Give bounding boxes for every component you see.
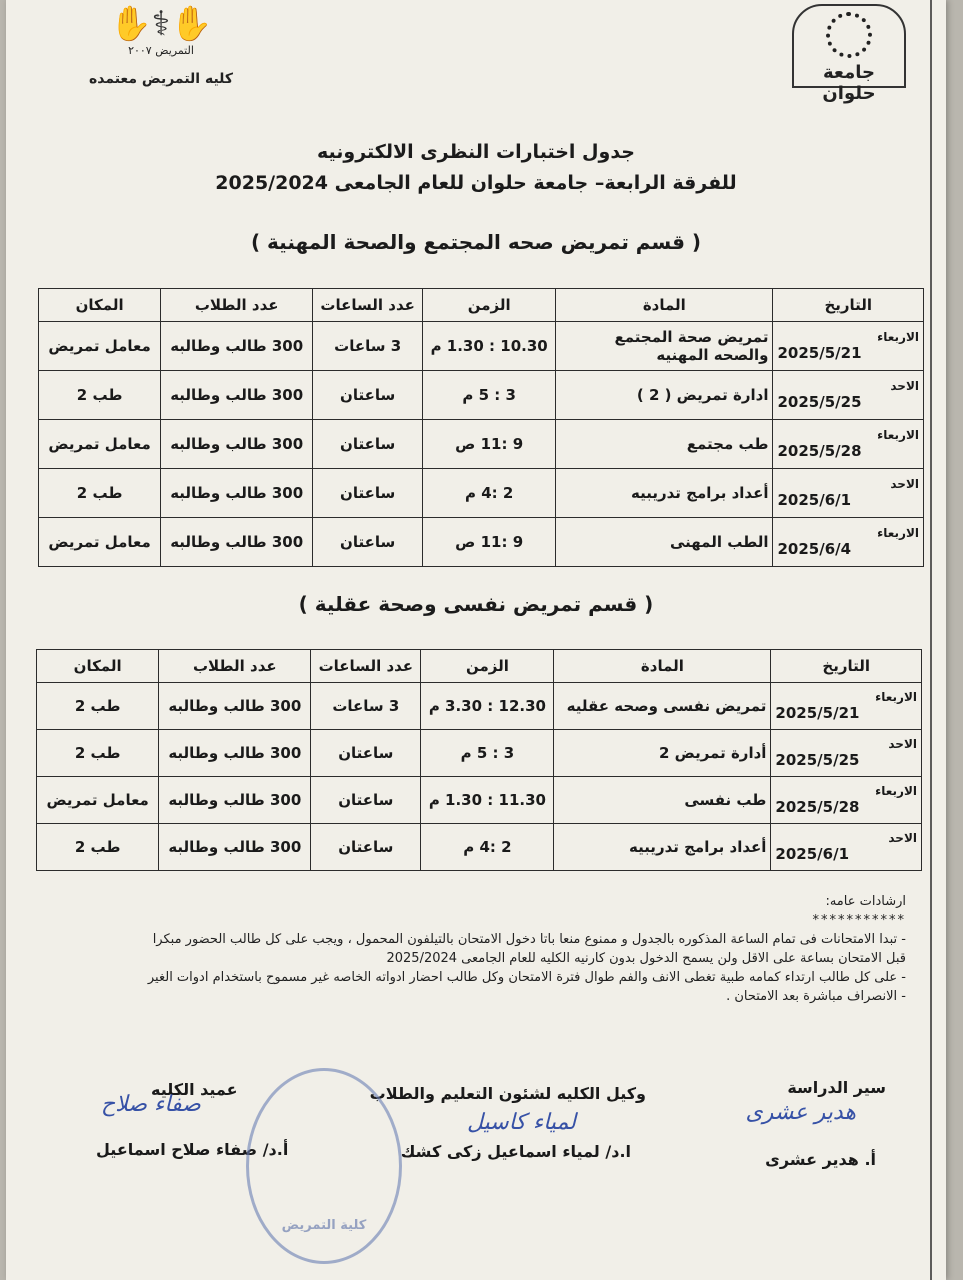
date-cell — [773, 371, 924, 420]
table-row — [37, 730, 922, 777]
day-label: الاحد — [888, 831, 917, 845]
time-cell: 12.30 : 3.30 م — [421, 683, 554, 730]
students-cell: 300 طالب وطالبه — [161, 371, 313, 420]
date-value: 2025/5/21 — [777, 344, 862, 362]
document-subtitle: للفرقة الرابعة– جامعة حلوان للعام الجامعى 2025/2024 — [215, 172, 737, 194]
date-cell — [773, 469, 924, 518]
students-cell: 300 طالب وطالبه — [159, 777, 311, 824]
hours-cell: ساعتان — [311, 824, 421, 871]
table-row — [37, 824, 922, 871]
subject-cell: طب مجتمع — [556, 420, 773, 469]
students-cell: 300 طالب وطالبه — [161, 420, 313, 469]
subject-cell: أدارة تمريض 2 — [554, 730, 771, 777]
schedule-table-psychiatric — [36, 649, 922, 871]
study-affairs-name: أ. هدير عشرى — [765, 1150, 876, 1169]
nursing-faculty-logo — [66, 4, 256, 87]
note-line: قبل الامتحان بساعة على الاقل ولن يسمح الدخول بدون كارنيه الكليه للعام الجامعى 2025/2024 — [386, 951, 906, 966]
place-cell: معامل تمريض — [39, 518, 161, 567]
time-cell: 11.30 : 1.30 م — [421, 777, 554, 824]
caring-hands-icon: ✋⚕✋ — [109, 4, 213, 44]
stamp-text: كلية التمريض — [281, 1218, 367, 1233]
table-row — [37, 683, 922, 730]
date-value: 2025/5/25 — [775, 751, 860, 769]
document-page — [6, 0, 946, 1280]
day-label: الاحد — [888, 737, 917, 751]
vice-dean-signature: لمياء كاسيل — [466, 1110, 576, 1135]
note-line: - على كل طالب ارتداء كمامه طبية تغطى الانف والفم طوال فترة الامتحان وكل طالب احضار ادواته الخاصه غير مسموح باستخدام ادوات الغير — [147, 970, 906, 985]
time-cell: 9 :11 ص — [423, 518, 556, 567]
header-time: الزمن — [421, 650, 554, 683]
subject-cell: تمريض نفسى وصحه عقليه — [554, 683, 771, 730]
date-cell — [773, 322, 924, 371]
logo-caption: التمريض ٢٠٠٧ — [128, 44, 194, 57]
vice-dean-title: وكيل الكليه لشئون التعليم والطلاب — [369, 1084, 646, 1103]
place-cell: معامل تمريض — [39, 420, 161, 469]
place-cell: طب 2 — [39, 371, 161, 420]
date-cell — [771, 683, 922, 730]
date-value: 2025/5/28 — [775, 798, 860, 816]
subject-cell: ادارة تمريض ( 2 ) — [556, 371, 773, 420]
date-value: 2025/6/1 — [777, 491, 852, 509]
vice-dean-name: ا.د/ لمياء اسماعيل زكى كشك — [400, 1142, 631, 1161]
table-row — [39, 420, 924, 469]
time-cell: 2 :4 م — [423, 469, 556, 518]
dean-title: عميد الكليه — [151, 1080, 238, 1099]
flower-emblem-icon — [826, 12, 872, 58]
place-cell: طب 2 — [37, 730, 159, 777]
date-value: 2025/5/28 — [777, 442, 862, 460]
subject-cell: الطب المهنى — [556, 518, 773, 567]
students-cell: 300 طالب وطالبه — [159, 683, 311, 730]
time-cell: 9 :11 ص — [423, 420, 556, 469]
place-cell: معامل تمريض — [37, 777, 159, 824]
header-place: المكان — [39, 289, 161, 322]
department-2-heading: ( قسم تمريض نفسى وصحة عقلية ) — [298, 592, 654, 616]
hours-cell: ساعتان — [311, 777, 421, 824]
table-row — [39, 371, 924, 420]
header-hours: عدد الساعات — [313, 289, 423, 322]
subject-cell: أعداد برامج تدريبيه — [556, 469, 773, 518]
day-label: الاربعاء — [877, 526, 919, 540]
day-label: الاربعاء — [875, 690, 917, 704]
header-place: المكان — [37, 650, 159, 683]
students-cell: 300 طالب وطالبه — [161, 518, 313, 567]
table-header-row — [37, 650, 922, 683]
students-cell: 300 طالب وطالبه — [159, 730, 311, 777]
day-label: الاحد — [890, 379, 919, 393]
students-cell: 300 طالب وطالبه — [159, 824, 311, 871]
table-row — [37, 777, 922, 824]
table-header-row — [39, 289, 924, 322]
table-row — [39, 322, 924, 371]
place-cell: معامل تمريض — [39, 322, 161, 371]
date-cell — [773, 420, 924, 469]
document-title: جدول اختبارات النظرى الالكترونيه — [317, 141, 635, 163]
date-cell — [773, 518, 924, 567]
header-hours: عدد الساعات — [311, 650, 421, 683]
hours-cell: 3 ساعات — [311, 683, 421, 730]
date-cell — [771, 824, 922, 871]
accreditation-text: كليه التمريض معتمده — [88, 71, 234, 87]
header-date: التاريخ — [773, 289, 924, 322]
time-cell: 3 : 5 م — [421, 730, 554, 777]
table-row — [39, 518, 924, 567]
students-cell: 300 طالب وطالبه — [161, 322, 313, 371]
faculty-stamp — [246, 1068, 402, 1264]
place-cell: طب 2 — [37, 683, 159, 730]
header-students: عدد الطلاب — [159, 650, 311, 683]
subject-cell: أعداد برامج تدريبيه — [554, 824, 771, 871]
subject-cell: طب نفسى — [554, 777, 771, 824]
header-time: الزمن — [423, 289, 556, 322]
time-cell: 3 : 5 م — [423, 371, 556, 420]
hours-cell: ساعتان — [313, 518, 423, 567]
place-cell: طب 2 — [37, 824, 159, 871]
note-line: - تبدا الامتحانات فى تمام الساعة المذكوره بالجدول و ممنوع منعا باتا دخول الامتحان بالتيلفون المحمول ، ويجب على كل طالب الحضور مبكرا — [152, 932, 906, 947]
university-logo-text: جامعة حلوان — [822, 62, 876, 104]
notes-heading: ارشادات عامه: — [825, 894, 906, 909]
study-affairs-signature: هدير عشرى — [745, 1100, 856, 1125]
table-row — [39, 469, 924, 518]
study-affairs-title: سير الدراسة — [787, 1078, 886, 1097]
hours-cell: ساعتان — [313, 371, 423, 420]
place-cell: طب 2 — [39, 469, 161, 518]
students-cell: 300 طالب وطالبه — [161, 469, 313, 518]
subject-cell: تمريض صحة المجتمع والصحه المهنيه — [556, 322, 773, 371]
hours-cell: ساعتان — [311, 730, 421, 777]
day-label: الاحد — [890, 477, 919, 491]
helwan-university-logo — [792, 4, 906, 104]
hours-cell: 3 ساعات — [313, 322, 423, 371]
header-students: عدد الطلاب — [161, 289, 313, 322]
notes-stars: *********** — [812, 913, 906, 928]
general-instructions — [36, 892, 906, 1006]
hours-cell: ساعتان — [313, 469, 423, 518]
time-cell: 10.30 : 1.30 م — [423, 322, 556, 371]
date-cell — [771, 777, 922, 824]
department-1-heading: ( قسم تمريض صحه المجتمع والصحة المهنية ) — [250, 230, 702, 254]
date-cell — [771, 730, 922, 777]
hours-cell: ساعتان — [313, 420, 423, 469]
date-value: 2025/6/1 — [775, 845, 850, 863]
date-value: 2025/6/4 — [777, 540, 852, 558]
dean-name: أ.د/ صفاء صلاح اسماعيل — [96, 1140, 289, 1159]
header-subject: المادة — [556, 289, 773, 322]
day-label: الاربعاء — [877, 428, 919, 442]
schedule-table-community — [38, 288, 924, 567]
time-cell: 2 :4 م — [421, 824, 554, 871]
header-subject: المادة — [554, 650, 771, 683]
dean-signature: صفاء صلاح — [101, 1092, 201, 1117]
day-label: الاربعاء — [877, 330, 919, 344]
day-label: الاربعاء — [875, 784, 917, 798]
date-value: 2025/5/25 — [777, 393, 862, 411]
date-value: 2025/5/21 — [775, 704, 860, 722]
note-line: - الانصراف مباشرة بعد الامتحان . — [726, 989, 906, 1004]
header-date: التاريخ — [771, 650, 922, 683]
